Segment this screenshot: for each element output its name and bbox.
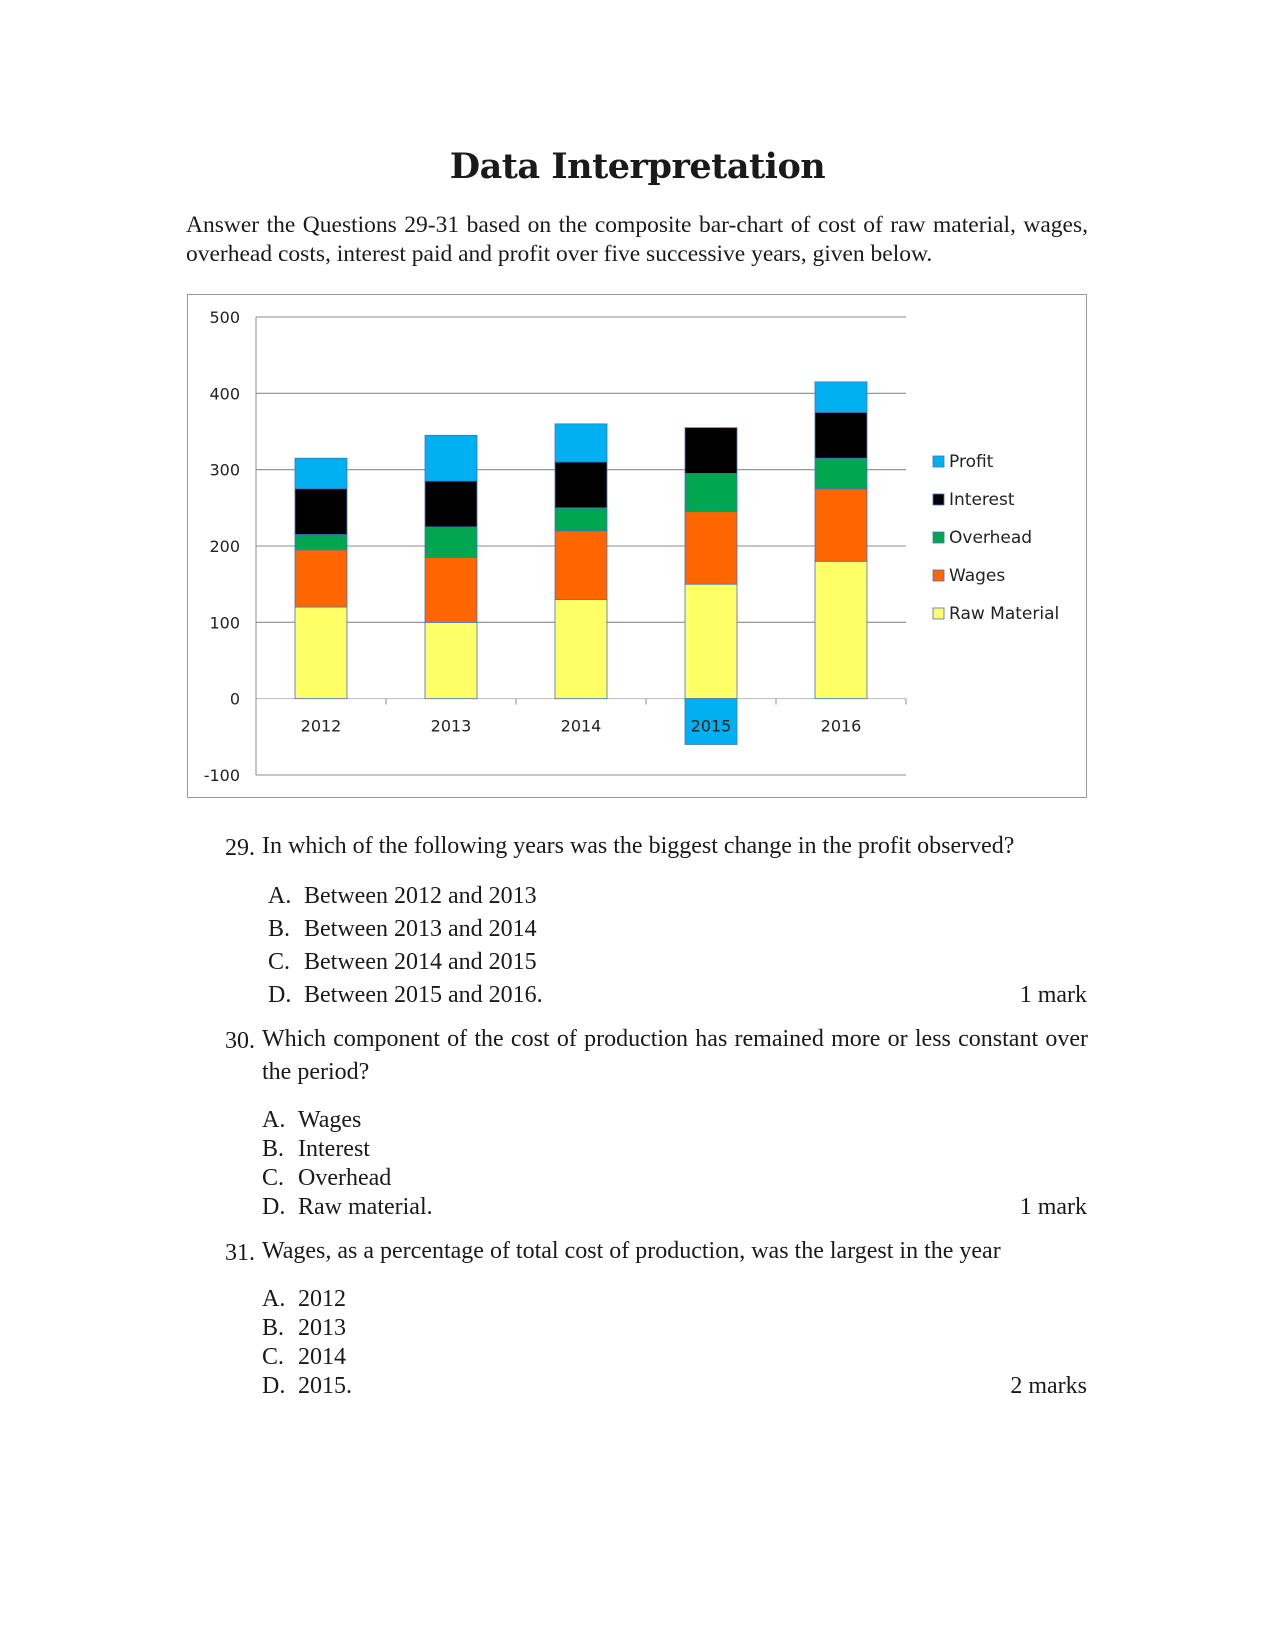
x-tick-label: 2012 [300,716,342,736]
option-letter: B. [262,1315,285,1341]
stacked-bar-chart [187,294,1087,798]
marks-label: 2 marks [1010,1373,1087,1399]
bar-segment-raw-material-2012 [295,607,347,699]
bar-segment-interest-2015 [685,428,737,474]
y-tick-label: -100 [203,766,240,785]
option-text: 2014 [298,1344,346,1370]
option-letter: C. [262,1344,285,1370]
option-letter: D. [268,982,292,1008]
bar-segment-raw-material-2015 [685,584,737,699]
option-text: Between 2012 and 2013 [304,883,537,909]
x-tick-label: 2015 [690,716,732,736]
page-title: Data Interpretation [449,146,826,187]
bar-segment-wages-2016 [815,489,867,562]
legend-swatch-wages [933,570,944,581]
question-number: 31. [225,1240,255,1266]
bar-segment-wages-2013 [425,557,477,622]
option-a[interactable] [262,1286,346,1313]
option-a[interactable] [262,1107,361,1134]
option-c[interactable] [268,949,537,976]
option-text: 2012 [298,1286,346,1312]
option-letter: C. [268,949,291,975]
x-tick-label: 2014 [560,716,602,736]
bar-segment-raw-material-2016 [815,561,867,698]
option-d[interactable] [268,982,543,1009]
option-c[interactable] [262,1344,346,1371]
bar-segment-profit-2012 [295,458,347,489]
option-text: 2013 [298,1315,346,1341]
option-text: Wages [298,1107,362,1133]
bar-segment-overhead-2013 [425,527,477,558]
bar-segment-profit-2014 [555,424,607,462]
legend-label-wages: Wages [949,566,1006,586]
bar-segment-overhead-2014 [555,508,607,531]
legend-swatch-interest [933,494,944,505]
option-b[interactable] [268,916,537,943]
question-number: 30. [225,1028,255,1054]
legend-label-interest: Interest [949,490,1015,510]
option-text: Between 2013 and 2014 [304,916,537,942]
option-d[interactable] [262,1373,352,1400]
bar-segment-interest-2014 [555,462,607,508]
marks-label: 1 mark [1019,1194,1087,1220]
option-letter: B. [262,1136,285,1162]
question-text: Wages, as a percentage of total cost of production, was the largest in the year [262,1238,1001,1264]
option-letter: A. [268,883,292,909]
y-tick-label: 200 [209,537,240,556]
bar-segment-interest-2012 [295,489,347,535]
marks-label: 1 mark [1019,982,1087,1008]
y-tick-label: 400 [209,384,240,404]
option-letter: A. [262,1286,286,1312]
option-text: Between 2014 and 2015 [304,949,537,975]
y-tick-label: 500 [209,308,240,327]
bar-segment-overhead-2016 [815,458,867,489]
option-text: 2015. [298,1373,352,1399]
question-text: Which component of the cost of production has remained more or less constant over the period? [262,1026,1088,1085]
option-letter: B. [268,916,291,942]
x-tick-label: 2013 [430,716,472,736]
intro-paragraph: Answer the Questions 29-31 based on the composite bar-chart of cost of raw material, wages, overhead costs, interest paid and profit over five successive years, given below. [186,212,1088,267]
option-a[interactable] [268,883,537,910]
legend-label-profit: Profit [949,452,994,472]
legend-swatch-raw-material [933,608,944,619]
option-letter: A. [262,1107,286,1133]
option-c[interactable] [262,1165,391,1192]
bar-segment-raw-material-2014 [555,599,607,698]
option-b[interactable] [262,1136,370,1163]
legend-label-raw-material: Raw Material [949,604,1060,624]
y-tick-label: 100 [209,613,240,633]
y-tick-label: 0 [229,689,240,709]
bar-segment-wages-2012 [295,550,347,607]
x-tick-label: 2016 [820,716,862,736]
option-letter: C. [262,1165,285,1191]
bar-segment-interest-2013 [425,481,477,527]
bar-segment-wages-2014 [555,531,607,600]
bar-segment-profit-2016 [815,382,867,413]
option-text: Between 2015 and 2016. [304,982,543,1008]
option-letter: D. [262,1194,286,1220]
question-number: 29. [225,835,255,861]
option-d[interactable] [262,1194,433,1221]
legend-label-overhead: Overhead [949,528,1033,548]
question-text: In which of the following years was the biggest change in the profit observed? [262,833,1015,859]
legend-swatch-profit [933,456,944,467]
bar-segment-wages-2015 [685,512,737,585]
option-text: Interest [298,1136,370,1162]
option-text: Overhead [298,1165,392,1191]
option-text: Raw material. [298,1194,433,1220]
bar-segment-raw-material-2013 [425,622,477,698]
bar-segment-interest-2016 [815,412,867,458]
chart-svg [188,295,1088,799]
y-tick-label: 300 [209,460,240,480]
bar-segment-overhead-2015 [685,473,737,511]
option-letter: D. [262,1373,286,1399]
legend-swatch-overhead [933,532,944,543]
option-b[interactable] [262,1315,346,1342]
bar-segment-overhead-2012 [295,535,347,550]
bar-segment-profit-2013 [425,435,477,481]
